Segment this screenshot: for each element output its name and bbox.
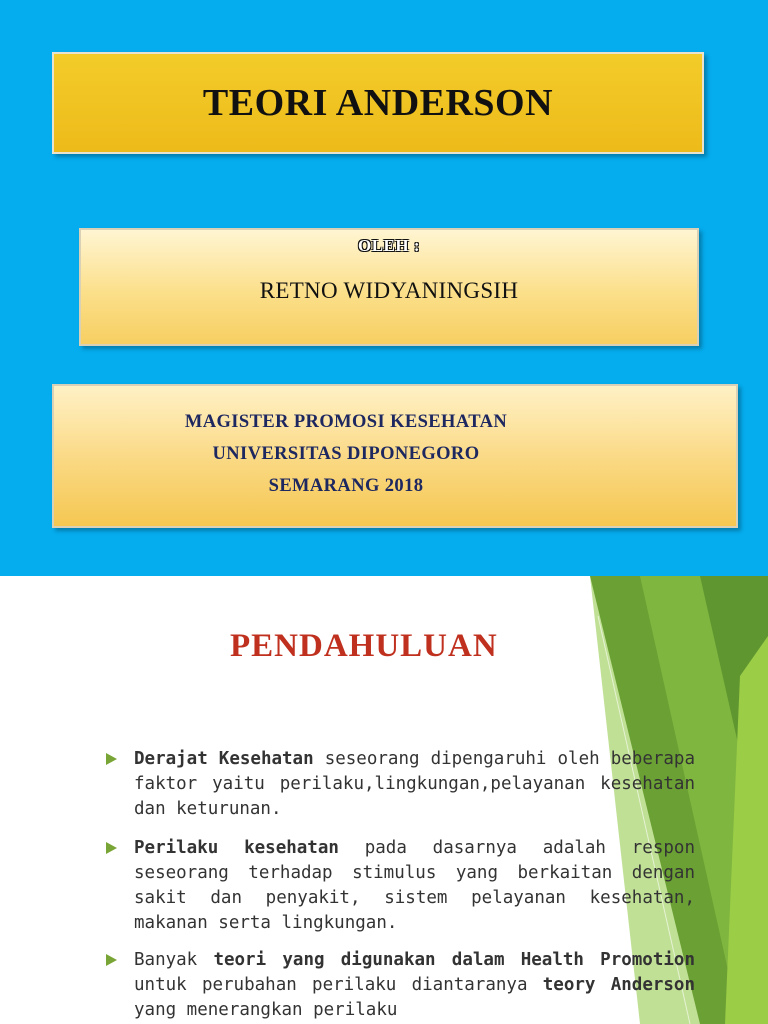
bullet-text: Banyak [134,950,214,970]
title-box [52,52,704,154]
triangle-bullet-icon [106,753,117,765]
bullet-item [134,747,695,822]
program-name: MAGISTER PROMOSI KESEHATAN [184,412,508,432]
author-name: RETNO WIDYANINGSIH [259,278,519,303]
bullet-bold: teory Anderson [542,975,695,995]
bullet-bold: teori yang digunakan dalam Health Promotion [213,950,695,970]
bullet-item [134,948,695,1023]
triangle-bullet-icon [106,842,117,854]
bullet-text: untuk perubahan perilaku diantaranya [134,975,543,995]
university-name: UNIVERSITAS DIPONEGORO [212,444,480,464]
bullet-text: yang menerangkan perilaku [134,1000,398,1020]
bullet-text: seseorang dipengaruhi oleh beberapa faktor yaitu perilaku,lingkungan,pelayanan kesehatan dan keturunan. [134,749,695,819]
slide-title: TEORI ANDERSON [202,82,554,124]
bullet-text: pada dasarnya adalah respon seseorang terhadap stimulus yang berkaitan dengan sakit dan penyakit, sistem pelayanan kesehatan, makanan serta lingkungan. [134,838,695,933]
bullet-item [134,836,695,936]
intro-slide [0,576,768,1024]
city-year: SEMARANG 2018 [268,476,424,496]
oleh-label: OLEH : [357,236,421,255]
triangle-bullet-icon [106,954,117,966]
bullet-bold: Derajat Kesehatan [134,749,314,769]
author-box [79,228,699,346]
bullet-bold: Perilaku kesehatan [134,838,339,858]
section-heading: PENDAHULUAN [230,628,498,664]
institution-box [52,384,738,528]
